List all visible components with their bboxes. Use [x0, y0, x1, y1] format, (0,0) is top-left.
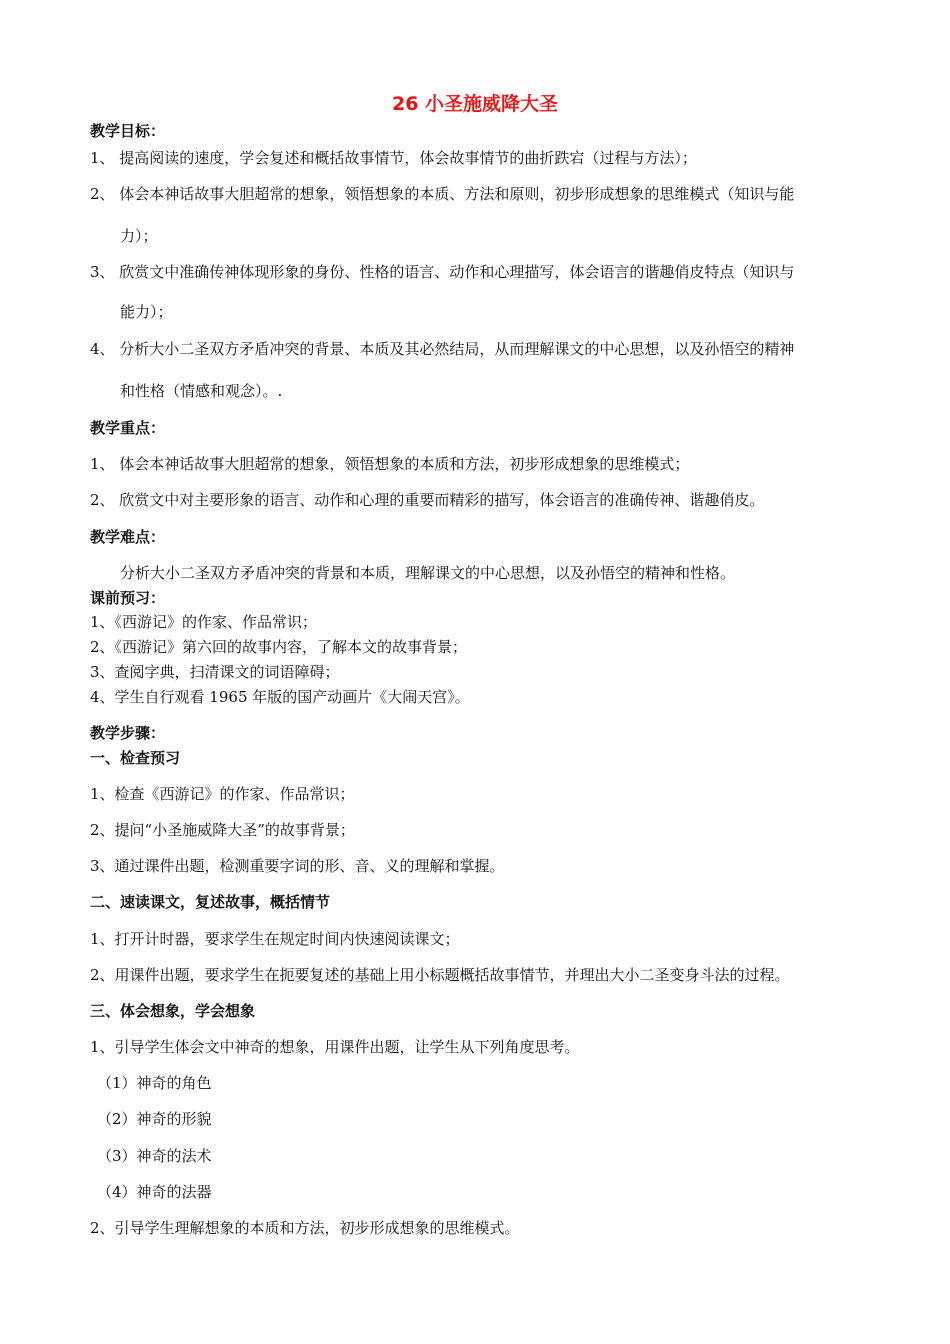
step-item: 1、打开计时器，要求学生在规定时间内快速阅读课文； — [90, 930, 460, 948]
section-heading-3: 三、体会想象，学会想象 — [90, 1002, 256, 1020]
step-item: 1、检查《西游记》的作家、作品常识； — [90, 785, 355, 803]
key-point-item: 1、 体会本神话故事大胆超常的想象，领悟想象的本质和方法，初步形成想象的思维模式； — [90, 455, 690, 473]
section-heading-1: 一、检查预习 — [90, 749, 181, 767]
preview-item: 3、查阅字典，扫清课文的词语障碍； — [90, 663, 340, 681]
difficulties-heading: 教学难点： — [90, 528, 166, 546]
objective-item: 1、 提高阅读的速度，学会复述和概括故事情节，体会故事情节的曲折跌宕（过程与方法）； — [90, 149, 697, 167]
objective-item-cont: 和性格（情感和观念）。. — [120, 382, 283, 400]
section-heading-2: 二、速读课文，复述故事，概括情节 — [90, 893, 331, 911]
step-item: 2、提问“小圣施威降大圣”的故事背景； — [90, 821, 355, 839]
step-item: 2、引导学生理解想象的本质和方法，初步形成想象的思维模式。 — [90, 1219, 520, 1237]
sub-item: （4）神奇的法器 — [97, 1183, 212, 1201]
objective-item: 4、 分析大小二圣双方矛盾冲突的背景、本质及其必然结局，从而理解课文的中心思想，以及孙悟空的精神 — [90, 340, 795, 358]
sub-item: （1）神奇的角色 — [97, 1074, 212, 1092]
sub-item: （3）神奇的法术 — [97, 1147, 212, 1165]
sub-item: （2）神奇的形貌 — [97, 1110, 212, 1128]
step-item: 3、通过课件出题，检测重要字词的形、音、义的理解和掌握。 — [90, 857, 505, 875]
page-title: 26 小圣施威降大圣 — [391, 93, 559, 115]
step-item: 1、引导学生体会文中神奇的想象，用课件出题，让学生从下列角度思考。 — [90, 1038, 580, 1056]
preview-item: 4、学生自行观看 1965 年版的国产动画片《大闹天宫》。 — [90, 688, 470, 706]
preview-item: 2、《西游记》第六回的故事内容，了解本文的故事背景； — [90, 638, 468, 656]
steps-heading: 教学步骤： — [90, 724, 166, 742]
key-point-item: 2、 欣赏文中对主要形象的语言、动作和心理的重要而精彩的描写，体会语言的准确传神、谐趣俏皮。 — [90, 491, 765, 509]
preview-item: 1、《西游记》的作家、作品常识； — [90, 613, 318, 631]
objective-item: 2、 体会本神话故事大胆超常的想象，领悟想象的本质、方法和原则，初步形成想象的思维模式（知识与能 — [90, 185, 795, 203]
difficulties-text: 分析大小二圣双方矛盾冲突的背景和本质，理解课文的中心思想，以及孙悟空的精神和性格。 — [120, 564, 736, 582]
objective-item-cont: 能力）； — [120, 303, 173, 321]
objective-item-cont: 力）； — [120, 227, 158, 245]
key-points-heading: 教学重点： — [90, 419, 166, 437]
step-item: 2、用课件出题，要求学生在扼要复述的基础上用小标题概括故事情节，并理出大小二圣变身斗法的过程。 — [90, 966, 790, 984]
objectives-heading: 教学目标： — [90, 122, 166, 140]
preview-heading: 课前预习： — [90, 589, 166, 607]
objective-item: 3、 欣赏文中准确传神体现形象的身份、性格的语言、动作和心理描写，体会语言的谐趣俏皮特点（知识与 — [90, 263, 795, 281]
